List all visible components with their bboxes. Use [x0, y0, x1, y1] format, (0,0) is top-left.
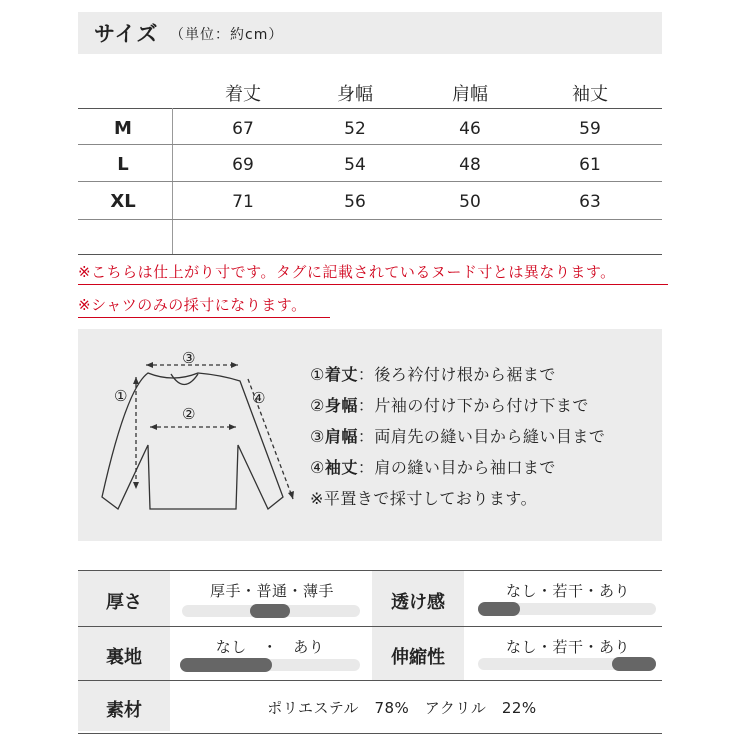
- attr-label-sheerness: 透け感: [391, 592, 445, 613]
- table-divider: [78, 181, 662, 182]
- attr-options-stretch: なし・若干・あり: [505, 638, 630, 656]
- table-cell: 54: [344, 155, 366, 175]
- marker-shoulder: ③: [182, 349, 196, 367]
- stretch-scale-knob: [612, 657, 656, 671]
- table-divider: [78, 108, 662, 109]
- attr-options-lining: なし ・ あり: [215, 638, 325, 656]
- legend-shoulder: ③肩幅：両肩先の縫い目から縫い目まで: [310, 427, 606, 446]
- attr-label-lining: 裏地: [106, 647, 142, 668]
- col-header-shoulder: 肩幅: [452, 84, 488, 105]
- note-finished-size: ※こちらは仕上がり寸です。タグに記載されているヌード寸とは異なります。: [78, 263, 616, 281]
- col-header-length: 着丈: [225, 84, 261, 105]
- thickness-scale-knob: [250, 604, 290, 618]
- table-divider: [78, 254, 662, 255]
- note-underline: [78, 284, 668, 285]
- attr-value-material: ポリエステル 78% アクリル 22%: [267, 699, 537, 717]
- row-label-l: L: [117, 154, 129, 175]
- table-cell: 71: [232, 192, 254, 212]
- size-unit: （単位：約cm）: [170, 27, 284, 43]
- attr-options-thickness: 厚手・普通・薄手: [209, 582, 334, 600]
- attribute-divider: [78, 626, 662, 627]
- table-cell: 63: [579, 192, 601, 212]
- marker-width: ②: [182, 405, 196, 423]
- table-cell: 61: [579, 155, 601, 175]
- row-label-m: M: [114, 118, 132, 139]
- legend-length: ①着丈：後ろ衿付け根から裾まで: [310, 365, 556, 384]
- table-divider: [78, 144, 662, 145]
- table-cell: 50: [459, 192, 481, 212]
- note-shirt-only: ※シャツのみの採寸になります。: [78, 296, 307, 314]
- attr-options-sheerness: なし・若干・あり: [505, 582, 630, 600]
- col-header-width: 身幅: [337, 84, 373, 105]
- table-cell: 67: [232, 119, 254, 139]
- table-cell: 56: [344, 192, 366, 212]
- table-cell: 59: [579, 119, 601, 139]
- size-title: サイズ: [94, 22, 159, 46]
- table-cell: 69: [232, 155, 254, 175]
- table-cell: 52: [344, 119, 366, 139]
- legend-width: ②身幅：片袖の付け下から付け下まで: [310, 396, 589, 415]
- attribute-divider: [78, 680, 662, 681]
- size-header: [78, 12, 662, 54]
- sheerness-scale-knob: [478, 602, 520, 616]
- row-label-xl: XL: [110, 191, 136, 212]
- attr-label-stretch: 伸縮性: [391, 647, 445, 668]
- legend-footnote: ※平置きで採寸しております。: [310, 489, 538, 508]
- col-header-sleeve: 袖丈: [572, 84, 608, 105]
- table-cell: 48: [459, 155, 481, 175]
- note-underline: [78, 317, 330, 318]
- attr-label-thickness: 厚さ: [106, 592, 142, 613]
- marker-sleeve: ④: [252, 389, 266, 407]
- attr-label-material: 素材: [106, 700, 142, 721]
- legend-sleeve: ④袖丈：肩の縫い目から袖口まで: [310, 458, 556, 477]
- table-cell: 46: [459, 119, 481, 139]
- lining-scale-knob: [180, 658, 272, 672]
- marker-length: ①: [114, 387, 128, 405]
- table-divider: [78, 219, 662, 220]
